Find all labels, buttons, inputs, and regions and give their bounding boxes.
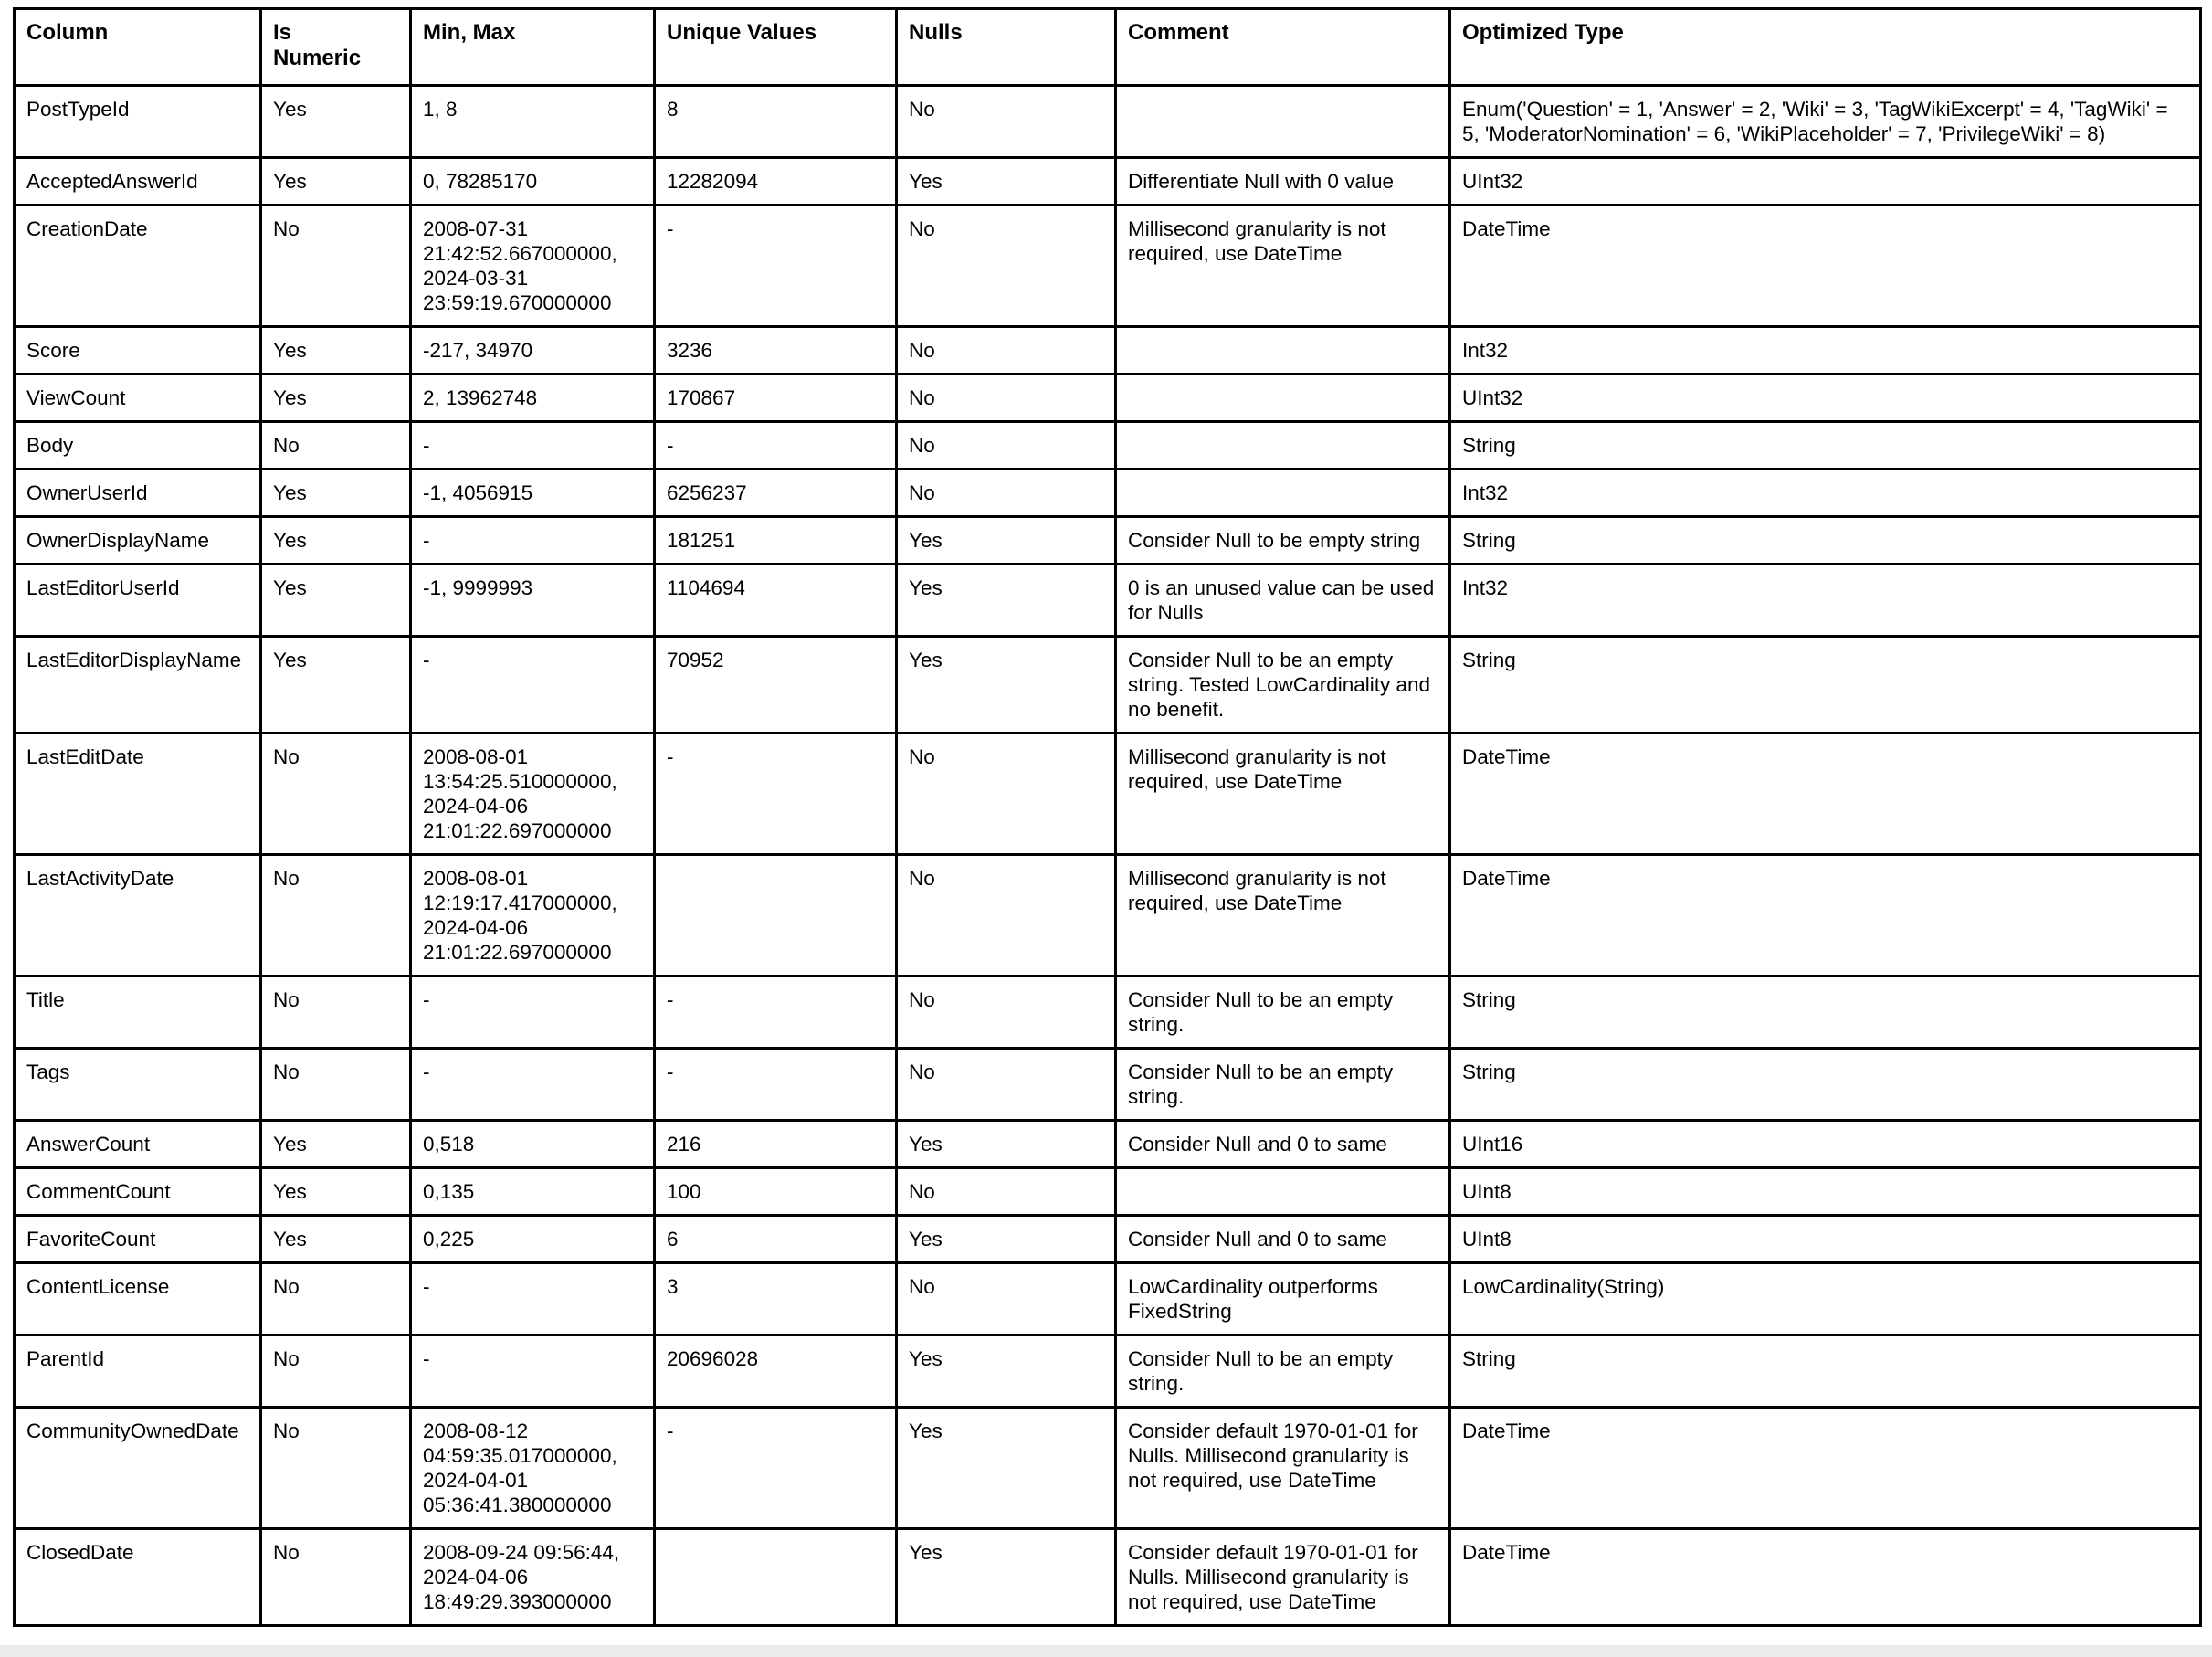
table-cell: 20696028: [655, 1335, 897, 1408]
table-cell: OwnerDisplayName: [15, 517, 261, 565]
table-cell: No: [897, 855, 1116, 976]
table-row-posttypeid: [15, 86, 2201, 158]
table-cell: No: [261, 1335, 411, 1408]
table-cell: Consider default 1970-01-01 for Nulls. Millisecond granularity is not required, use DateTime: [1116, 1408, 1450, 1529]
table-cell: Body: [15, 422, 261, 470]
table-cell: DateTime: [1450, 855, 2201, 976]
table-cell: 216: [655, 1121, 897, 1168]
table-cell: 8: [655, 86, 897, 158]
table-cell: UInt32: [1450, 158, 2201, 206]
table-cell: No: [897, 1263, 1116, 1335]
table-cell: UInt16: [1450, 1121, 2201, 1168]
table-cell: 2008-08-12 04:59:35.017000000, 2024-04-01 05:36:41.380000000: [411, 1408, 655, 1529]
table-cell: FavoriteCount: [15, 1216, 261, 1263]
table-cell: Yes: [261, 1216, 411, 1263]
table-cell: No: [897, 86, 1116, 158]
table-cell: ViewCount: [15, 375, 261, 422]
table-cell: -1, 4056915: [411, 470, 655, 517]
table-cell: -: [411, 1335, 655, 1408]
table-cell: [1116, 375, 1450, 422]
table-cell: No: [261, 1049, 411, 1121]
table-cell: 1, 8: [411, 86, 655, 158]
table-cell: Tags: [15, 1049, 261, 1121]
table-cell: Differentiate Null with 0 value: [1116, 158, 1450, 206]
table-cell: PostTypeId: [15, 86, 261, 158]
table-cell: -217, 34970: [411, 327, 655, 375]
table-row-contentlicense: [15, 1263, 2201, 1335]
table-cell: 1104694: [655, 565, 897, 637]
table-cell: [1116, 1168, 1450, 1216]
table-cell: 12282094: [655, 158, 897, 206]
table-row-body: [15, 422, 2201, 470]
table-cell: Title: [15, 976, 261, 1049]
table-cell: No: [261, 1529, 411, 1626]
table-cell: 6: [655, 1216, 897, 1263]
table-cell: No: [897, 422, 1116, 470]
table-row-owneruserid: [15, 470, 2201, 517]
table-cell: 2008-07-31 21:42:52.667000000, 2024-03-31 23:59:19.670000000: [411, 206, 655, 327]
table-cell: Yes: [897, 1121, 1116, 1168]
table-cell: -: [655, 1408, 897, 1529]
table-cell: No: [897, 1049, 1116, 1121]
table-cell: LastActivityDate: [15, 855, 261, 976]
table-cell: AnswerCount: [15, 1121, 261, 1168]
table-row-ownerdisplayname: [15, 517, 2201, 565]
table-row-parentid: [15, 1335, 2201, 1408]
table-cell: Yes: [261, 470, 411, 517]
table-cell: CommunityOwnedDate: [15, 1408, 261, 1529]
table-cell: Enum('Question' = 1, 'Answer' = 2, 'Wiki' = 3, 'TagWikiExcerpt' = 4, 'TagWiki' = 5, 'ModeratorNomination' = 6, 'WikiPlaceholder' = 7, 'PrivilegeWiki' = 8): [1450, 86, 2201, 158]
table-cell: No: [897, 1168, 1116, 1216]
table-cell: String: [1450, 1049, 2201, 1121]
table-row-communityowneddate: [15, 1408, 2201, 1529]
table-cell: No: [897, 206, 1116, 327]
table-cell: Int32: [1450, 565, 2201, 637]
table-cell: [1116, 327, 1450, 375]
table-cell: Consider Null to be an empty string. Tested LowCardinality and no benefit.: [1116, 637, 1450, 734]
table-cell: Yes: [261, 565, 411, 637]
table-cell: String: [1450, 422, 2201, 470]
table-cell: Consider Null to be an empty string.: [1116, 1049, 1450, 1121]
table-cell: Yes: [897, 517, 1116, 565]
table-cell: Millisecond granularity is not required, use DateTime: [1116, 855, 1450, 976]
table-cell: Consider default 1970-01-01 for Nulls. Millisecond granularity is not required, use DateTime: [1116, 1529, 1450, 1626]
table-cell: Yes: [261, 517, 411, 565]
table-cell: Yes: [261, 86, 411, 158]
table-cell: 0, 78285170: [411, 158, 655, 206]
table-cell: [1116, 470, 1450, 517]
table-cell: [1116, 86, 1450, 158]
table-cell: 70952: [655, 637, 897, 734]
table-cell: 2, 13962748: [411, 375, 655, 422]
table-cell: [655, 1529, 897, 1626]
table-cell: No: [261, 855, 411, 976]
table-cell: No: [261, 734, 411, 855]
table-cell: UInt8: [1450, 1216, 2201, 1263]
schema-table: [13, 7, 2202, 1627]
table-row-viewcount: [15, 375, 2201, 422]
table-cell: 3: [655, 1263, 897, 1335]
table-cell: LastEditDate: [15, 734, 261, 855]
column-header-optimized-type: Optimized Type: [1450, 9, 2201, 86]
table-cell: -: [655, 734, 897, 855]
table-row-favoritecount: [15, 1216, 2201, 1263]
table-cell: Millisecond granularity is not required, use DateTime: [1116, 734, 1450, 855]
table-cell: Yes: [897, 1216, 1116, 1263]
table-row-closeddate: [15, 1529, 2201, 1626]
table-row-tags: [15, 1049, 2201, 1121]
table-cell: Consider Null to be an empty string.: [1116, 976, 1450, 1049]
table-row-lasteditoruserid: [15, 565, 2201, 637]
table-cell: CommentCount: [15, 1168, 261, 1216]
table-cell: No: [261, 1263, 411, 1335]
table-cell: -: [655, 1049, 897, 1121]
table-cell: 0,518: [411, 1121, 655, 1168]
table-cell: LastEditorUserId: [15, 565, 261, 637]
table-cell: 3236: [655, 327, 897, 375]
table-cell: 181251: [655, 517, 897, 565]
table-cell: String: [1450, 517, 2201, 565]
table-cell: 170867: [655, 375, 897, 422]
table-header-row: [15, 9, 2201, 86]
table-cell: Score: [15, 327, 261, 375]
table-cell: AcceptedAnswerId: [15, 158, 261, 206]
table-cell: -: [655, 976, 897, 1049]
column-header-min-max: Min, Max: [411, 9, 655, 86]
table-cell: -: [411, 517, 655, 565]
table-row-lasteditdate: [15, 734, 2201, 855]
table-cell: String: [1450, 976, 2201, 1049]
table-cell: Yes: [897, 565, 1116, 637]
table-cell: -: [411, 422, 655, 470]
table-cell: 2008-08-01 13:54:25.510000000, 2024-04-06 21:01:22.697000000: [411, 734, 655, 855]
table-cell: Yes: [261, 1168, 411, 1216]
table-row-acceptedanswerid: [15, 158, 2201, 206]
table-body: [15, 86, 2201, 1626]
table-cell: -1, 9999993: [411, 565, 655, 637]
table-cell: [655, 855, 897, 976]
table-cell: No: [897, 734, 1116, 855]
table-cell: No: [261, 422, 411, 470]
table-cell: Consider Null and 0 to same: [1116, 1216, 1450, 1263]
page-bottom-edge: [0, 1645, 2212, 1657]
table-cell: Consider Null to be an empty string.: [1116, 1335, 1450, 1408]
column-header-nulls: Nulls: [897, 9, 1116, 86]
table-cell: Yes: [897, 1529, 1116, 1626]
table-cell: ClosedDate: [15, 1529, 261, 1626]
table-row-score: [15, 327, 2201, 375]
table-cell: [1116, 422, 1450, 470]
table-cell: No: [261, 206, 411, 327]
column-header-is-numeric: Is Numeric: [261, 9, 411, 86]
table-cell: LastEditorDisplayName: [15, 637, 261, 734]
table-cell: UInt8: [1450, 1168, 2201, 1216]
table-cell: 100: [655, 1168, 897, 1216]
table-cell: DateTime: [1450, 206, 2201, 327]
table-cell: No: [261, 1408, 411, 1529]
table-cell: 2008-08-01 12:19:17.417000000, 2024-04-06 21:01:22.697000000: [411, 855, 655, 976]
table-cell: -: [411, 1263, 655, 1335]
column-header-unique-values: Unique Values: [655, 9, 897, 86]
column-header-comment: Comment: [1116, 9, 1450, 86]
table-cell: No: [897, 976, 1116, 1049]
table-cell: Yes: [897, 637, 1116, 734]
table-cell: Yes: [261, 375, 411, 422]
table-cell: Millisecond granularity is not required, use DateTime: [1116, 206, 1450, 327]
table-cell: No: [261, 976, 411, 1049]
table-cell: -: [411, 1049, 655, 1121]
table-cell: -: [655, 206, 897, 327]
table-cell: LowCardinality outperforms FixedString: [1116, 1263, 1450, 1335]
table-cell: Int32: [1450, 327, 2201, 375]
table-cell: Yes: [261, 637, 411, 734]
table-cell: 0,135: [411, 1168, 655, 1216]
table-row-creationdate: [15, 206, 2201, 327]
table-cell: -: [655, 422, 897, 470]
table-cell: LowCardinality(String): [1450, 1263, 2201, 1335]
table-cell: 0 is an unused value can be used for Nulls: [1116, 565, 1450, 637]
table-cell: 6256237: [655, 470, 897, 517]
column-header-column: Column: [15, 9, 261, 86]
table-cell: Consider Null and 0 to same: [1116, 1121, 1450, 1168]
table-cell: UInt32: [1450, 375, 2201, 422]
table-row-title: [15, 976, 2201, 1049]
table-cell: 0,225: [411, 1216, 655, 1263]
table-row-answercount: [15, 1121, 2201, 1168]
table-cell: Yes: [261, 1121, 411, 1168]
table-cell: Yes: [261, 327, 411, 375]
table-cell: ParentId: [15, 1335, 261, 1408]
table-cell: -: [411, 637, 655, 734]
table-cell: CreationDate: [15, 206, 261, 327]
table-cell: Yes: [261, 158, 411, 206]
table-cell: 2008-09-24 09:56:44, 2024-04-06 18:49:29.393000000: [411, 1529, 655, 1626]
table-cell: Yes: [897, 1335, 1116, 1408]
table-cell: No: [897, 327, 1116, 375]
table-cell: ContentLicense: [15, 1263, 261, 1335]
table-row-lasteditordisplayname: [15, 637, 2201, 734]
table-cell: No: [897, 470, 1116, 517]
table-cell: String: [1450, 637, 2201, 734]
table-cell: -: [411, 976, 655, 1049]
table-cell: Consider Null to be empty string: [1116, 517, 1450, 565]
table-row-commentcount: [15, 1168, 2201, 1216]
table-cell: No: [897, 375, 1116, 422]
table-cell: DateTime: [1450, 734, 2201, 855]
table-cell: Int32: [1450, 470, 2201, 517]
table-cell: DateTime: [1450, 1408, 2201, 1529]
table-cell: Yes: [897, 158, 1116, 206]
table-row-lastactivitydate: [15, 855, 2201, 976]
table-cell: OwnerUserId: [15, 470, 261, 517]
table-cell: Yes: [897, 1408, 1116, 1529]
table-cell: DateTime: [1450, 1529, 2201, 1626]
table-cell: String: [1450, 1335, 2201, 1408]
